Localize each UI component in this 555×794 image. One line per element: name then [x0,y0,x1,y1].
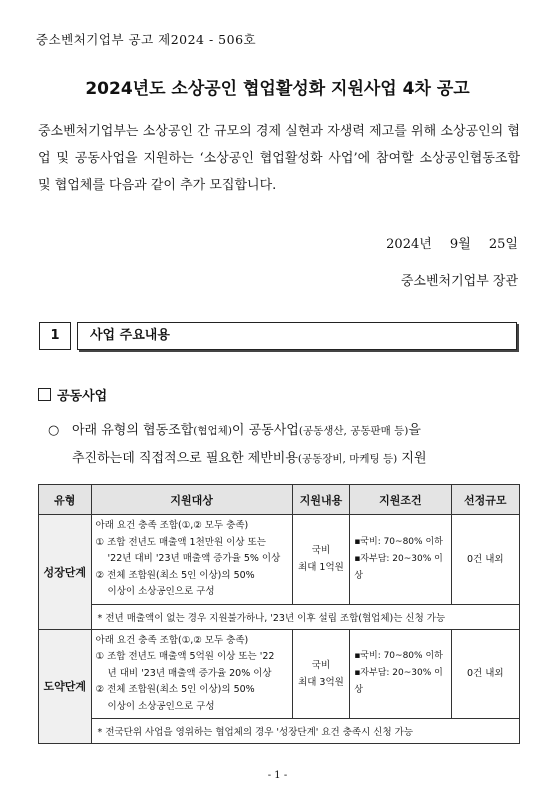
subsection-heading [38,385,107,404]
intro-paragraph: 중소벤처기업부는 소상공인 간 규모의 경제 실현과 자생력 제고를 위해 소상공인의 협업 및 공동사업을 지원하는 ‘소상공인 협업활성화 사업’에 참여할 소상공인협동조합 및 협업체를 다음과 같이 추가 모집합니다. [38,124,520,193]
circle-bullet-icon: ○ [48,423,60,438]
signer: 중소벤처기업부 장관 [400,274,518,289]
row-note: * 전국단위 사업을 영위하는 협업체의 경우 '성장단계' 요건 충족시 신청 가능 [91,719,519,744]
table-header: 선정규모 [451,485,519,515]
page-number: - 1 - [267,770,288,781]
row-type: 도약단계 [39,629,92,744]
section-header [39,322,517,350]
row-support: 국비 최대 1억원 [292,515,349,605]
row-scale: 0건 내외 [451,515,519,605]
row-type: 성장단계 [39,515,92,630]
bullet-line-1: ○ 아래 유형의 협동조합(협업체)이 공동사업(공동생산, 공동판매 등)을 [48,417,520,445]
row-note: * 전년 매출액이 없는 경우 지원불가하나, '23년 이후 설립 조합(협업체)는 신청 가능 [91,604,519,629]
row-scale: 0건 내외 [451,629,519,719]
notice-date: 2024년 9월 25일 [386,237,518,252]
row-target: 아래 요건 충족 조합(①,② 모두 충족) ① 조합 전년도 매출액 5억원 이상 또는 '22 년 대비 '23년 매출액 증가율 20% 이상 ② 전체 조합원(최소 5인 이상)의 50% 이상이 소상공인으로 구성 [91,629,292,719]
subsection-title: 공동사업 [57,389,108,404]
table-header: 지원대상 [91,485,292,515]
section-title-box [77,322,517,350]
bullet-paragraph [48,417,520,473]
table-header: 유형 [39,485,92,515]
table-header: 지원조건 [350,485,451,515]
table-row [39,515,520,605]
row-support: 국비 최대 3억원 [292,629,349,719]
table-header: 지원내용 [292,485,349,515]
document-title: 2024년도 소상공인 협업활성화 지원사업 4차 공고 [85,79,470,99]
table-note-row [39,604,520,629]
checkbox-icon [38,388,51,401]
table-row [39,629,520,719]
row-condition: ▪국비: 70~80% 이하 ▪자부담: 20~30% 이상 [350,629,451,719]
bullet-line-2: 추진하는데 직접적으로 필요한 제반비용(공동장비, 마케팅 등) 지원 [72,451,427,466]
table-header-row [39,485,520,515]
table-note-row [39,719,520,744]
section-number: 1 [39,322,71,350]
row-target: 아래 요건 충족 조합(①,② 모두 충족) ① 조합 전년도 매출액 1천만원 이상 또는 '22년 대비 '23년 매출액 증가율 5% 이상 ② 전체 조합원(최소 5인 이상)의 50% 이상이 소상공인으로 구성 [91,515,292,605]
section-title: 사업 주요내용 [90,328,170,343]
notice-number: 중소벤처기업부 공고 제2024 - 506호 [36,32,257,47]
row-condition: ▪국비: 70~80% 이하 ▪자부담: 20~30% 이상 [350,515,451,605]
support-table [38,484,520,744]
